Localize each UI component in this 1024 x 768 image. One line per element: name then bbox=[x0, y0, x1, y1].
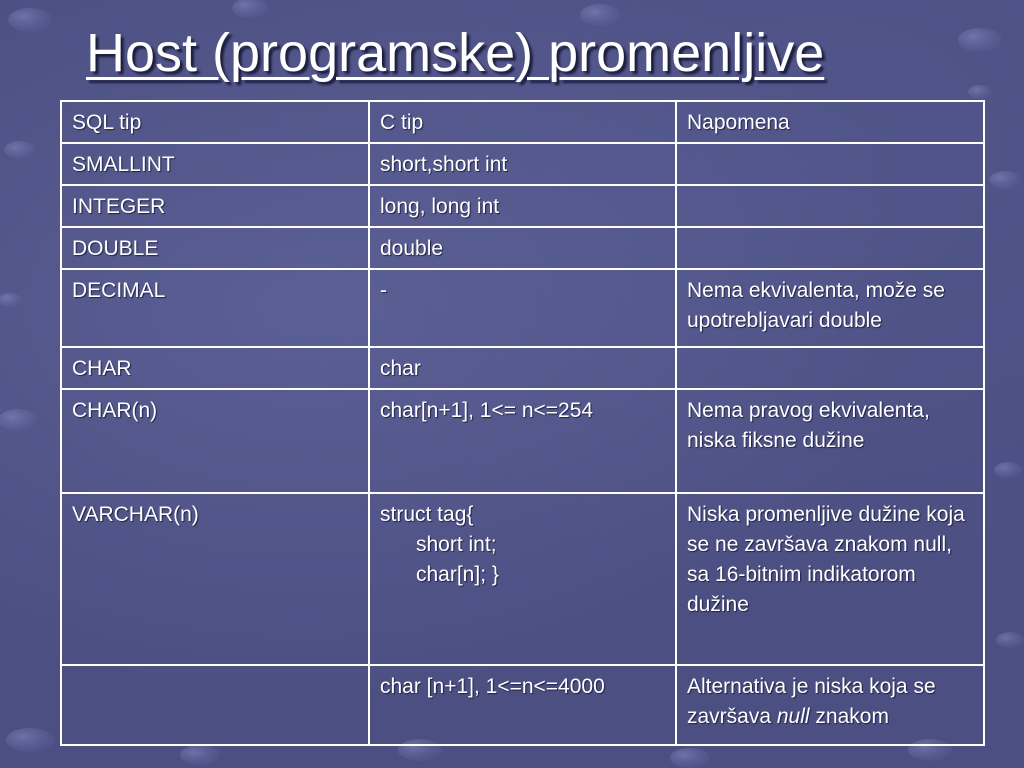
cell-note: Nema pravog ekvivalenta, niska fiksne dužine bbox=[676, 389, 984, 493]
slide-title: Host (programske) promenljive bbox=[86, 23, 825, 83]
table-row bbox=[61, 389, 984, 493]
type-mapping-table bbox=[60, 100, 985, 746]
cell-note bbox=[676, 185, 984, 227]
cell-sql-type: DOUBLE bbox=[61, 227, 369, 269]
cell-sql-type: VARCHAR(n) bbox=[61, 493, 369, 665]
cell-sql-type: INTEGER bbox=[61, 185, 369, 227]
cell-sql-type: DECIMAL bbox=[61, 269, 369, 347]
table-row bbox=[61, 143, 984, 185]
header-sql-type: SQL tip bbox=[61, 101, 369, 143]
cell-note bbox=[676, 143, 984, 185]
cell-c-type: char [n+1], 1<=n<=4000 bbox=[369, 665, 676, 745]
note-emphasis: null bbox=[776, 705, 810, 728]
cell-c-type: double bbox=[369, 227, 676, 269]
cell-note bbox=[676, 227, 984, 269]
cell-c-type: char[n+1], 1<= n<=254 bbox=[369, 389, 676, 493]
note-text: Alternativa je niska koja se završava bbox=[687, 675, 936, 728]
table-row bbox=[61, 269, 984, 347]
cell-sql-type bbox=[61, 665, 369, 745]
cell-note: Niska promenljive dužine koja se ne završava znakom null, sa 16-bitnim indikatorom dužine bbox=[676, 493, 984, 665]
cell-c-type: short,short int bbox=[369, 143, 676, 185]
table-header-row bbox=[61, 101, 984, 143]
cell-c-type bbox=[369, 493, 676, 665]
table-row bbox=[61, 493, 984, 665]
cell-sql-type: CHAR bbox=[61, 347, 369, 389]
code-line: struct tag{ bbox=[380, 503, 474, 526]
cell-c-type: long, long int bbox=[369, 185, 676, 227]
note-text: znakom bbox=[809, 705, 889, 728]
cell-note: Nema ekvivalenta, može se upotrebljavari double bbox=[676, 269, 984, 347]
cell-sql-type: SMALLINT bbox=[61, 143, 369, 185]
table-row bbox=[61, 185, 984, 227]
cell-note bbox=[676, 347, 984, 389]
cell-c-type: char bbox=[369, 347, 676, 389]
cell-sql-type: CHAR(n) bbox=[61, 389, 369, 493]
table-row bbox=[61, 665, 984, 745]
table-row bbox=[61, 347, 984, 389]
cell-c-type: - bbox=[369, 269, 676, 347]
cell-note bbox=[676, 665, 984, 745]
header-note: Napomena bbox=[676, 101, 984, 143]
header-c-type: C tip bbox=[369, 101, 676, 143]
code-line: short int; bbox=[416, 533, 497, 556]
table-row bbox=[61, 227, 984, 269]
code-line: char[n]; } bbox=[416, 563, 499, 586]
